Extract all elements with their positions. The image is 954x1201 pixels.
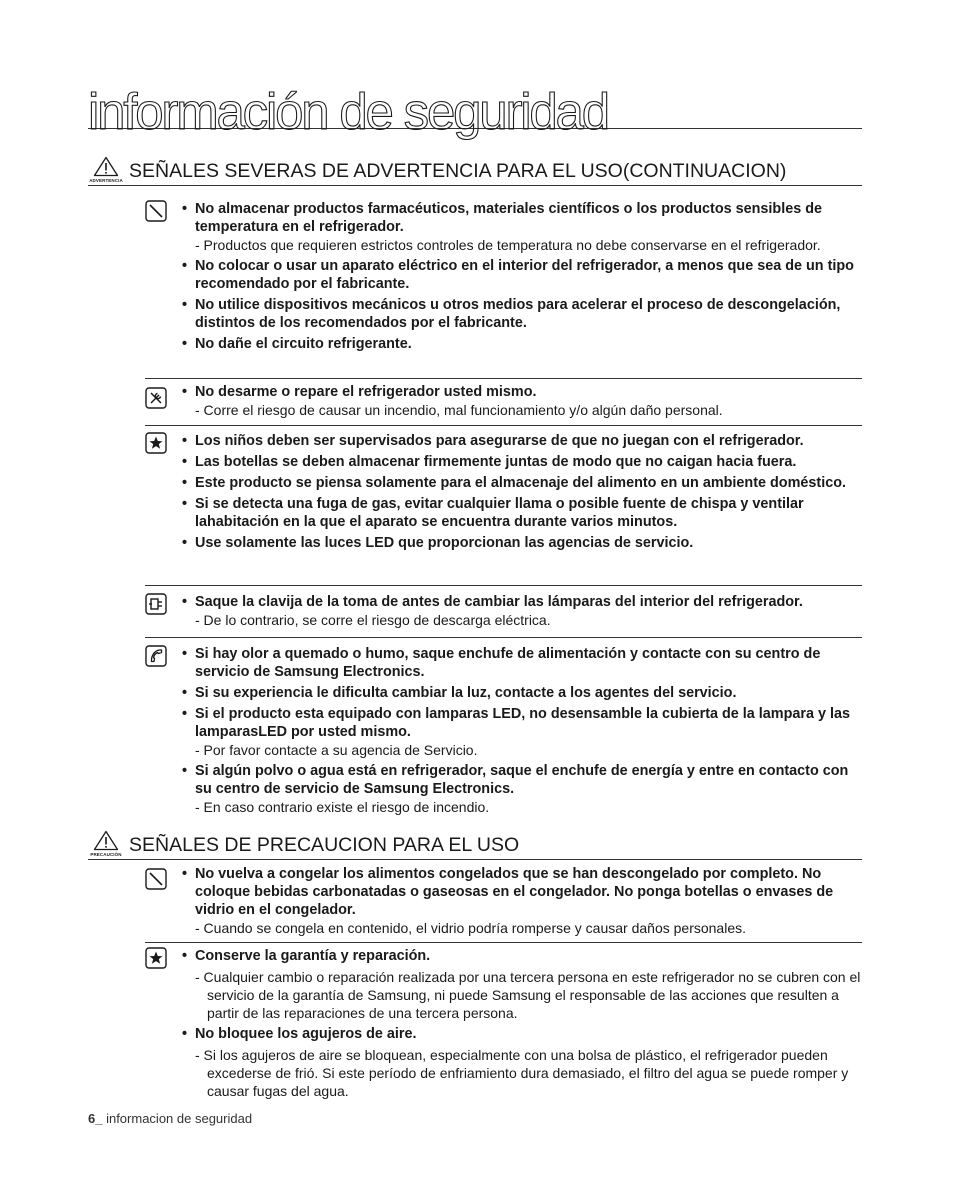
list-item-note: - Corre el riesgo de causar un incendio, mal funcionamiento y/o algún daño personal. xyxy=(195,402,723,418)
page-number: 6_ xyxy=(88,1111,103,1126)
list-item: • Las botellas se deben almacenar firmemente juntas de modo que no caigan hacia fuera. xyxy=(182,453,862,471)
list-item: • Conserve la garantía y reparación. - Cualquier cambio o reparación realizada por una tercera persona en este refrigerador no se cubren con el servicio de la garantía de Samsung, ni puede Samsung el responsable de las acciones que resulten a partir de las reparaciones de una tercera persona. xyxy=(182,947,862,1022)
page-title: información de seguridad xyxy=(88,83,608,140)
important-star-icon xyxy=(145,432,167,454)
list-item: • No dañe el circuito refrigerante. xyxy=(182,335,862,353)
list-item-note: - En caso contrario existe el riesgo de incendio. xyxy=(195,799,490,815)
section-heading-caution xyxy=(88,829,862,860)
list-item-note: - Por favor contacte a su agencia de Servicio. xyxy=(195,742,478,758)
safety-block xyxy=(145,645,862,817)
section-heading-warning xyxy=(88,155,862,186)
list-item: • Si el producto esta equipado con lamparas LED, no desensamble la cubierta de la lampara y las lamparasLED por usted mismo. - Por favor contacte a su agencia de Servicio. xyxy=(182,705,862,759)
list-item-note: - De lo contrario, se corre el riesgo de descarga eléctrica. xyxy=(195,612,551,628)
safety-block xyxy=(145,593,862,638)
list-item: • Este producto se piensa solamente para el almacenaje del alimento en un ambiente doméstico. xyxy=(182,474,862,492)
warning-caption: ADVERTENCIA xyxy=(89,178,123,183)
warning-triangle-icon xyxy=(93,830,119,851)
list-item: • No utilice dispositivos mecánicos u otros medios para acelerar el proceso de descongelación, distintos de los recomendados por el fabricante. xyxy=(182,296,862,332)
safety-block xyxy=(145,383,862,426)
caution-badge xyxy=(88,830,124,857)
prohibited-icon xyxy=(145,200,167,222)
list-item: • No almacenar productos farmacéuticos, materiales científicos o los productos sensibles de temperatura en el refrigerador. - Productos que requieren estrictos controles de temperatura no debe conservarse en el refrigerador. xyxy=(182,200,862,254)
caution-caption: PRECAUCIÓN xyxy=(90,852,122,857)
page-title-rule xyxy=(88,78,862,140)
list-item: • No desarme o repare el refrigerador usted mismo. - Corre el riesgo de causar un incendio, mal funcionamiento y/o algún daño personal. xyxy=(182,383,862,419)
safety-block xyxy=(145,865,862,943)
prohibited-icon xyxy=(145,868,167,890)
section-title: SEÑALES DE PRECAUCION PARA EL USO xyxy=(129,834,520,856)
list-item: • No vuelva a congelar los alimentos congelados que se han descongelado por completo. No coloque bebidas carbonatadas o gaseosas en el congelador. No ponga botellas o envases de vidrio en el congelador. - Cuando se congela en contenido, el vidrio podría romperse y causar daños personales. xyxy=(182,865,862,937)
list-item-note: - Productos que requieren estrictos controles de temperatura no debe conservarse en el refrigerador. xyxy=(195,237,821,253)
list-item-note: - Cuando se congela en contenido, el vidrio podría romperse y causar daños personales. xyxy=(195,920,746,936)
no-disassembly-icon xyxy=(145,387,167,409)
safety-block xyxy=(145,200,862,379)
list-item: • Use solamente las luces LED que proporcionan las agencias de servicio. xyxy=(182,534,862,552)
unplug-icon xyxy=(145,593,167,615)
contact-service-icon xyxy=(145,645,167,667)
list-item-note: - Cualquier cambio o reparación realizada por una tercera persona en este refrigerador no se cubren con el servicio de la garantía de Samsung, ni puede Samsung el responsable de las acciones que resulten a partir de las reparaciones de una tercera persona. xyxy=(195,969,861,1021)
list-item: • Si su experiencia le dificulta cambiar la luz, contacte a los agentes del servicio. xyxy=(182,684,862,702)
safety-block xyxy=(145,947,862,1102)
list-item: • Si se detecta una fuga de gas, evitar cualquier llama o posible fuente de chispa y ventilar lahabitación en la que el aparato se encuentra durante varios minutos. xyxy=(182,495,862,531)
warning-triangle-icon xyxy=(93,156,119,177)
list-item: • Saque la clavija de la toma de antes de cambiar las lámparas del interior del refrigerador. - De lo contrario, se corre el riesgo de descarga eléctrica. xyxy=(182,593,862,629)
list-item: • Si hay olor a quemado o humo, saque enchufe de alimentación y contacte con su centro de servicio de Samsung Electronics. xyxy=(182,645,862,681)
section-title: SEÑALES SEVERAS DE ADVERTENCIA PARA EL USO(CONTINUACION) xyxy=(129,160,787,182)
warning-badge xyxy=(88,156,124,183)
list-item: • No colocar o usar un aparato eléctrico en el interior del refrigerador, a menos que sea de un tipo recomendado por el fabricante. xyxy=(182,257,862,293)
list-item-note: - Si los agujeros de aire se bloquean, especialmente con una bolsa de plástico, el refrigerador pueden excederse de frió. Si este período de enfriamiento dura demasiado, el filtro del agua se puede romper y causar fugas del agua. xyxy=(195,1047,849,1099)
footer-text: informacion de seguridad xyxy=(102,1111,253,1126)
important-star-icon xyxy=(145,947,167,969)
list-item: • Si algún polvo o agua está en refrigerador, saque el enchufe de energía y entre en contacto con su centro de servicio de Samsung Electronics. - En caso contrario existe el riesgo de incendio. xyxy=(182,762,862,816)
list-item: • Los niños deben ser supervisados para asegurarse de que no juegan con el refrigerador. xyxy=(182,432,862,450)
list-item: • No bloquee los agujeros de aire. - Si los agujeros de aire se bloquean, especialmente con una bolsa de plástico, el refrigerador pueden excederse de frió. Si este período de enfriamiento dura demasiado, el filtro del agua se puede romper y causar fugas del agua. xyxy=(182,1025,862,1100)
safety-block xyxy=(145,432,862,586)
page-footer xyxy=(88,1111,252,1126)
